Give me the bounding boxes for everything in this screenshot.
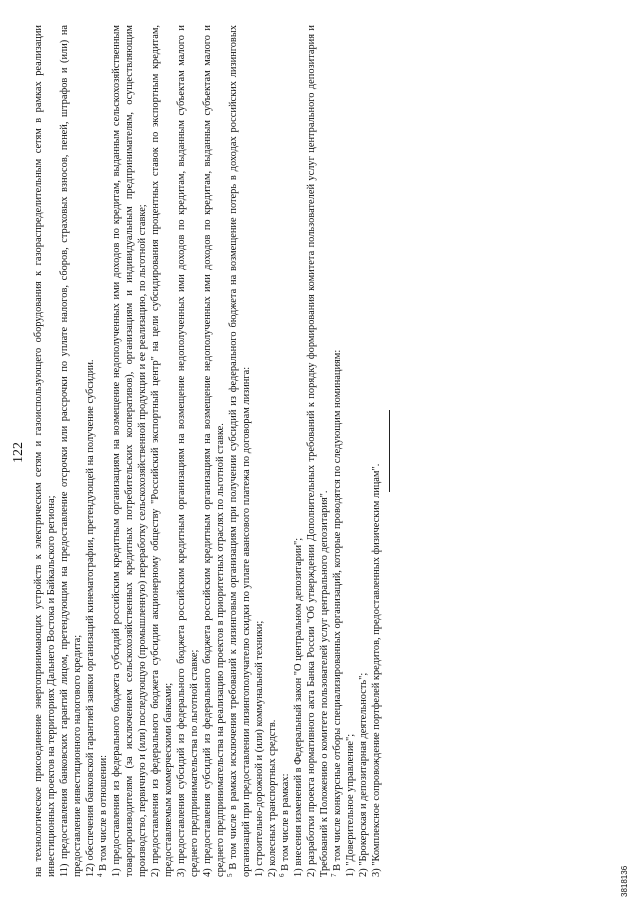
paragraph: 11) предоставления банковских гарантий лицом, претендующим на предоставление отсрочки или рассрочки по уплате налогов, сборов, страховых взносов, пеней, штрафов и (или) на предоставление инвестиционного налогового кредита; <box>59 25 83 877</box>
footnote-item: 2) разработки проекта нормативного акта Банка России "Об утверждении Дополнительных требований к порядку формирования комитета пользователей услуг центрального депозитария и Требований к Положению о комитете пользователей услуг центрального депозитария". <box>306 25 330 877</box>
footnote-item: 3) предоставления субсидий из федерального бюджета российским кредитным организациям на возмещение недополученных ими доходов по кредитам, выданным субъектам малого и среднего предпринимательства по льготной ставке; <box>176 25 200 877</box>
document-id: 3818136 <box>620 865 629 897</box>
paragraph: 12) обеспечения банковской гарантией заявки организаций кинематографии, претендующей на получение субсидии. <box>85 359 96 877</box>
footnote-7-intro: $^7$ В том числе конкурсные отборы специализированных организаций, которые проводятся по следующим номинациям: <box>330 349 343 877</box>
footnote-4-intro: $^4$ В том числе в отношении: <box>96 754 109 877</box>
footnote-item: 1) внесения изменений в Федеральный закон "О центральном депозитарии"; <box>293 537 304 877</box>
footnote-item: 1) предоставления из федерального бюджета субсидий российским кредитным организациям на возмещение недополученных ими доходов по кредитам, выданным сельскохозяйственным товаропроизводителям (за исключением сельскохозяйственных кредитных потребительских кооперативов), организациям и индивидуальным предпринимателям, осуществляющим производство, первичную и (или) последующую (промышленную) переработку сельскохозяйственной продукции и ее реализацию, по льготной ставке; <box>111 25 148 877</box>
footnote-6-intro: $^6$ В том числе в рамках: <box>278 773 291 877</box>
document-body <box>32 25 395 877</box>
page-number: 122 <box>11 442 26 463</box>
footnote-mark: 7 <box>330 873 338 877</box>
footnote-item: 2) колесных транспортных средств. <box>267 719 278 877</box>
footnote-mark: 5 <box>226 873 234 877</box>
footnote-item: 4) предоставления субсидий из федерального бюджета российским кредитным организациям на возмещение недополученных ими доходов по кредитам, выданным субъектам малого и среднего предпринимательства на реализацию проектов в приоритетных отраслях по льготной ставке. <box>202 25 226 877</box>
footnote-5-intro: $^5$ В том числе в рамках исключения требований к лизинговым организациям при получении субсидий из федерального бюджета на возмещение потерь в доходах российских лизинговых организаций при предоставлении лизингополучателю скидки по уплате авансового платежа по договорам лизинга: <box>226 25 252 877</box>
footnote-item: 1) строительно-дорожной и (или) коммунальной техники; <box>254 620 265 877</box>
separator-line <box>389 410 390 492</box>
footnote-item: 1) "Доверительное управление"; <box>345 733 356 877</box>
footnote-item: 2) "Брокерская и депозитарная деятельность"; <box>358 672 369 877</box>
footnote-item: 3) "Комплексное сопровождение портфелей кредитов, предоставленных физическим лицам". <box>371 463 382 877</box>
footnote-mark: 6 <box>278 873 286 877</box>
footnote-item: 2) предоставления из федерального бюджета субсидии акционерному обществу "Российский экспортный центр" на цели субсидирования процентных ставок по экспортным кредитам, предоставляемым коммерческими банками; <box>150 25 174 877</box>
footnote-mark: 4 <box>96 873 104 877</box>
paragraph: на технологическое присоединение энергопринимающих устройств к электрическим сетям и газоиспользующего оборудования к газораспределительным сетям в рамках реализации инвестиционных проектов на территориях Дальнего Востока и Байкальского региона; <box>33 25 57 877</box>
